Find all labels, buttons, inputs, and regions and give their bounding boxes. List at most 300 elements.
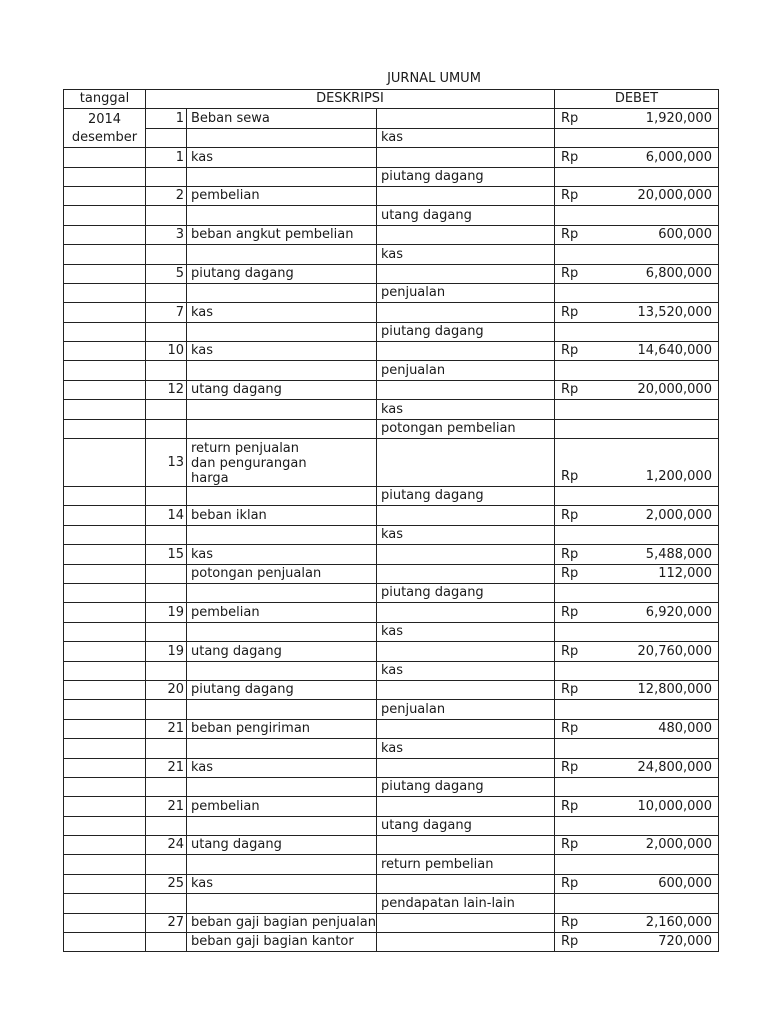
- date-cell: [64, 167, 146, 186]
- day-cell: 19: [146, 642, 187, 661]
- debit-cell: [554, 361, 718, 380]
- debit-amount: 480,000: [658, 721, 712, 737]
- date-cell: [64, 342, 146, 361]
- day-cell: 13: [146, 439, 187, 487]
- credit-account-cell: piutang dagang: [376, 167, 554, 186]
- date-cell: [64, 419, 146, 438]
- credit-account-cell: piutang dagang: [376, 487, 554, 506]
- debit-cell: [554, 739, 718, 758]
- date-cell: [64, 661, 146, 680]
- debit-amount: 20,760,000: [637, 643, 712, 659]
- account-cell: [187, 380, 377, 399]
- account-label: beban gaji bagian kantor: [191, 934, 354, 950]
- account-cell: [187, 245, 377, 264]
- debit-cell: [554, 622, 718, 641]
- currency-label: Rp: [560, 304, 579, 320]
- debit-cell: [554, 719, 718, 738]
- day-cell: 10: [146, 342, 187, 361]
- account-cell: [187, 506, 377, 525]
- date-cell: [64, 186, 146, 205]
- journal-row: [64, 545, 719, 564]
- date-cell: [64, 506, 146, 525]
- credit-account-cell: penjualan: [376, 361, 554, 380]
- currency-label: Rp: [560, 643, 579, 659]
- date-cell: [64, 700, 146, 719]
- debit-cell: [554, 836, 718, 855]
- credit-account-cell: [376, 380, 554, 399]
- day-cell: [146, 622, 187, 641]
- day-cell: 21: [146, 758, 187, 777]
- day-cell: [146, 245, 187, 264]
- journal-row: [64, 400, 719, 419]
- account-label: beban gaji bagian penjualan: [191, 915, 376, 931]
- currency-label: Rp: [560, 382, 579, 398]
- debit-amount: 12,800,000: [637, 682, 712, 698]
- account-cell: [187, 622, 377, 641]
- day-cell: 19: [146, 603, 187, 622]
- day-cell: [146, 933, 187, 952]
- day-cell: [146, 361, 187, 380]
- debit-cell: [554, 264, 718, 283]
- account-cell: [187, 439, 377, 487]
- currency-label: Rp: [560, 876, 579, 892]
- currency-label: Rp: [560, 227, 579, 243]
- debit-cell: [554, 342, 718, 361]
- day-cell: [146, 322, 187, 341]
- account-cell: [187, 487, 377, 506]
- debit-amount: 720,000: [658, 934, 712, 950]
- date-cell: [64, 361, 146, 380]
- date-cell: [64, 874, 146, 893]
- journal-row: [64, 380, 719, 399]
- day-cell: 25: [146, 874, 187, 893]
- date-cell: [64, 583, 146, 602]
- date-cell: [64, 836, 146, 855]
- journal-row: [64, 719, 719, 738]
- date-cell: [64, 913, 146, 932]
- date-cell: [64, 322, 146, 341]
- currency-label: Rp: [560, 682, 579, 698]
- date-cell: [64, 739, 146, 758]
- account-label: piutang dagang: [191, 265, 294, 281]
- account-cell: [187, 894, 377, 913]
- credit-account-cell: [376, 342, 554, 361]
- credit-account-cell: penjualan: [376, 283, 554, 302]
- debit-cell: [554, 206, 718, 225]
- account-label: return penjualan dan pengurangan harga: [191, 441, 307, 487]
- debit-amount: 6,920,000: [645, 604, 712, 620]
- journal-row: [64, 419, 719, 438]
- journal-row: [64, 439, 719, 487]
- credit-account-cell: [376, 797, 554, 816]
- debit-cell: [554, 816, 718, 835]
- date-cell: [64, 642, 146, 661]
- header-description: DESKRIPSI: [146, 90, 555, 109]
- day-cell: [146, 894, 187, 913]
- account-cell: [187, 148, 377, 167]
- credit-account-cell: [376, 719, 554, 738]
- journal-row: [64, 167, 719, 186]
- account-cell: [187, 583, 377, 602]
- credit-account-cell: return pembelian: [376, 855, 554, 874]
- journal-row: [64, 855, 719, 874]
- account-label: pembelian: [191, 798, 260, 814]
- day-cell: 7: [146, 303, 187, 322]
- date-cell: [64, 894, 146, 913]
- day-cell: 15: [146, 545, 187, 564]
- currency-label: Rp: [560, 507, 579, 523]
- account-cell: [187, 128, 377, 147]
- account-label: beban angkut pembelian: [191, 227, 354, 243]
- account-label: potongan penjualan: [191, 565, 322, 581]
- day-cell: 21: [146, 719, 187, 738]
- date-cell: [64, 622, 146, 641]
- credit-account-cell: piutang dagang: [376, 322, 554, 341]
- account-label: kas: [191, 343, 214, 359]
- journal-row: [64, 836, 719, 855]
- debit-cell: [554, 564, 718, 583]
- currency-label: Rp: [560, 837, 579, 853]
- credit-account-cell: [376, 913, 554, 932]
- journal-table: [63, 89, 719, 952]
- date-cell: [64, 283, 146, 302]
- debit-cell: [554, 525, 718, 544]
- debit-amount: 20,000,000: [637, 382, 712, 398]
- account-label: kas: [191, 149, 214, 165]
- debit-cell: [554, 758, 718, 777]
- account-cell: [187, 361, 377, 380]
- day-cell: 27: [146, 913, 187, 932]
- debit-amount: 1,920,000: [645, 110, 712, 126]
- account-cell: [187, 225, 377, 244]
- currency-label: Rp: [560, 759, 579, 775]
- account-cell: [187, 167, 377, 186]
- credit-account-cell: [376, 564, 554, 583]
- date-cell: [64, 855, 146, 874]
- day-cell: [146, 855, 187, 874]
- debit-cell: [554, 128, 718, 147]
- currency-label: Rp: [560, 798, 579, 814]
- journal-row: [64, 661, 719, 680]
- account-cell: [187, 283, 377, 302]
- date-year: 2014: [87, 112, 122, 128]
- journal-row: [64, 642, 719, 661]
- day-cell: [146, 128, 187, 147]
- day-cell: 2: [146, 186, 187, 205]
- account-cell: [187, 564, 377, 583]
- date-cell: [64, 758, 146, 777]
- day-cell: 24: [146, 836, 187, 855]
- debit-amount: 2,160,000: [645, 915, 712, 931]
- credit-account-cell: [376, 933, 554, 952]
- day-cell: 1: [146, 148, 187, 167]
- credit-account-cell: [376, 506, 554, 525]
- currency-label: Rp: [560, 343, 579, 359]
- day-cell: [146, 700, 187, 719]
- credit-account-cell: [376, 836, 554, 855]
- journal-row: [64, 361, 719, 380]
- currency-label: Rp: [560, 469, 579, 485]
- account-cell: [187, 719, 377, 738]
- account-label: utang dagang: [191, 643, 282, 659]
- day-cell: [146, 661, 187, 680]
- debit-cell: [554, 506, 718, 525]
- date-cell: [64, 816, 146, 835]
- debit-cell: [554, 439, 718, 487]
- header-date: tanggal: [64, 90, 146, 109]
- currency-label: Rp: [560, 188, 579, 204]
- account-cell: [187, 855, 377, 874]
- debit-cell: [554, 777, 718, 796]
- credit-account-cell: [376, 264, 554, 283]
- journal-row: [64, 225, 719, 244]
- account-label: beban pengiriman: [191, 721, 311, 737]
- debit-cell: [554, 642, 718, 661]
- credit-account-cell: [376, 186, 554, 205]
- day-cell: [146, 400, 187, 419]
- journal-row: [64, 700, 719, 719]
- account-label: piutang dagang: [191, 682, 294, 698]
- journal-title: JURNAL UMUM: [387, 71, 481, 86]
- journal-row: [64, 894, 719, 913]
- account-cell: [187, 264, 377, 283]
- journal-row: [64, 913, 719, 932]
- journal-row: [64, 342, 719, 361]
- credit-account-cell: [376, 642, 554, 661]
- debit-amount: 1,200,000: [645, 469, 712, 485]
- account-cell: [187, 322, 377, 341]
- account-cell: [187, 836, 377, 855]
- date-cell: [64, 777, 146, 796]
- date-month: desember: [71, 130, 138, 146]
- debit-cell: [554, 186, 718, 205]
- debit-cell: [554, 109, 718, 128]
- journal-row: [64, 264, 719, 283]
- currency-label: Rp: [560, 149, 579, 165]
- day-cell: 3: [146, 225, 187, 244]
- debit-amount: 2,000,000: [645, 507, 712, 523]
- account-cell: [187, 933, 377, 952]
- credit-account-cell: utang dagang: [376, 206, 554, 225]
- journal-row: [64, 206, 719, 225]
- date-cell: [64, 303, 146, 322]
- day-cell: [146, 487, 187, 506]
- credit-account-cell: penjualan: [376, 700, 554, 719]
- day-cell: [146, 206, 187, 225]
- day-cell: [146, 525, 187, 544]
- date-cell: [64, 264, 146, 283]
- account-label: kas: [191, 304, 214, 320]
- account-label: beban iklan: [191, 507, 267, 523]
- day-cell: 12: [146, 380, 187, 399]
- debit-cell: [554, 167, 718, 186]
- currency-label: Rp: [560, 110, 579, 126]
- journal-row: [64, 525, 719, 544]
- journal-row: [64, 816, 719, 835]
- credit-account-cell: [376, 874, 554, 893]
- day-cell: 14: [146, 506, 187, 525]
- date-cell: [64, 797, 146, 816]
- debit-cell: [554, 855, 718, 874]
- credit-account-cell: [376, 545, 554, 564]
- debit-cell: [554, 419, 718, 438]
- journal-row: [64, 874, 719, 893]
- credit-account-cell: [376, 225, 554, 244]
- debit-cell: [554, 894, 718, 913]
- credit-account-cell: utang dagang: [376, 816, 554, 835]
- debit-amount: 600,000: [658, 876, 712, 892]
- account-cell: [187, 109, 377, 128]
- journal-row: [64, 109, 719, 128]
- date-cell: [64, 525, 146, 544]
- account-cell: [187, 642, 377, 661]
- journal-row: [64, 680, 719, 699]
- debit-amount: 600,000: [658, 227, 712, 243]
- journal-row: [64, 622, 719, 641]
- journal-row: [64, 283, 719, 302]
- credit-account-cell: piutang dagang: [376, 583, 554, 602]
- debit-cell: [554, 933, 718, 952]
- header-debit: DEBET: [554, 90, 718, 109]
- date-cell: [64, 719, 146, 738]
- date-cell: [64, 680, 146, 699]
- account-label: pembelian: [191, 604, 260, 620]
- credit-account-cell: [376, 303, 554, 322]
- day-cell: [146, 167, 187, 186]
- date-cell: [64, 245, 146, 264]
- debit-amount: 2,000,000: [645, 837, 712, 853]
- credit-account-cell: [376, 439, 554, 487]
- account-label: pembelian: [191, 188, 260, 204]
- credit-account-cell: kas: [376, 245, 554, 264]
- date-cell: [64, 564, 146, 583]
- debit-cell: [554, 380, 718, 399]
- account-cell: [187, 603, 377, 622]
- debit-amount: 5,488,000: [645, 546, 712, 562]
- account-cell: [187, 206, 377, 225]
- currency-label: Rp: [560, 915, 579, 931]
- debit-amount: 112,000: [658, 565, 712, 581]
- date-block: [64, 109, 146, 148]
- journal-row: [64, 583, 719, 602]
- journal-row: [64, 487, 719, 506]
- day-cell: 20: [146, 680, 187, 699]
- credit-account-cell: [376, 680, 554, 699]
- debit-amount: 14,640,000: [637, 343, 712, 359]
- debit-cell: [554, 661, 718, 680]
- credit-account-cell: kas: [376, 400, 554, 419]
- debit-cell: [554, 283, 718, 302]
- credit-account-cell: kas: [376, 128, 554, 147]
- debit-cell: [554, 400, 718, 419]
- date-cell: [64, 933, 146, 952]
- date-cell: [64, 487, 146, 506]
- day-cell: 21: [146, 797, 187, 816]
- debit-cell: [554, 487, 718, 506]
- credit-account-cell: kas: [376, 525, 554, 544]
- debit-amount: 20,000,000: [637, 188, 712, 204]
- account-cell: [187, 874, 377, 893]
- account-label: utang dagang: [191, 382, 282, 398]
- debit-cell: [554, 225, 718, 244]
- day-cell: 1: [146, 109, 187, 128]
- account-cell: [187, 700, 377, 719]
- account-label: utang dagang: [191, 837, 282, 853]
- credit-account-cell: [376, 603, 554, 622]
- debit-cell: [554, 303, 718, 322]
- date-cell: [64, 225, 146, 244]
- account-cell: [187, 816, 377, 835]
- date-cell: [64, 603, 146, 622]
- debit-cell: [554, 913, 718, 932]
- debit-cell: [554, 545, 718, 564]
- account-cell: [187, 797, 377, 816]
- account-cell: [187, 913, 377, 932]
- account-cell: [187, 342, 377, 361]
- date-cell: [64, 206, 146, 225]
- journal-row: [64, 506, 719, 525]
- journal-row: [64, 739, 719, 758]
- currency-label: Rp: [560, 546, 579, 562]
- credit-account-cell: [376, 758, 554, 777]
- date-cell: [64, 545, 146, 564]
- day-cell: 5: [146, 264, 187, 283]
- journal-row: [64, 148, 719, 167]
- account-label: kas: [191, 759, 214, 775]
- journal-row: [64, 758, 719, 777]
- currency-label: Rp: [560, 721, 579, 737]
- journal-row: [64, 797, 719, 816]
- account-cell: [187, 758, 377, 777]
- credit-account-cell: kas: [376, 661, 554, 680]
- date-cell: [64, 380, 146, 399]
- debit-amount: 10,000,000: [637, 798, 712, 814]
- account-label: Beban sewa: [191, 110, 270, 126]
- account-cell: [187, 419, 377, 438]
- journal-row: [64, 186, 719, 205]
- currency-label: Rp: [560, 604, 579, 620]
- journal-row: [64, 245, 719, 264]
- debit-amount: 24,800,000: [637, 759, 712, 775]
- date-cell: [64, 400, 146, 419]
- credit-account-cell: kas: [376, 622, 554, 641]
- date-cell: [64, 439, 146, 487]
- debit-cell: [554, 603, 718, 622]
- currency-label: Rp: [560, 934, 579, 950]
- account-cell: [187, 739, 377, 758]
- debit-cell: [554, 700, 718, 719]
- day-cell: [146, 419, 187, 438]
- journal-row: [64, 303, 719, 322]
- day-cell: [146, 816, 187, 835]
- debit-amount: 13,520,000: [637, 304, 712, 320]
- journal-row: [64, 564, 719, 583]
- currency-label: Rp: [560, 565, 579, 581]
- date-cell: [64, 148, 146, 167]
- debit-cell: [554, 680, 718, 699]
- day-cell: [146, 283, 187, 302]
- account-cell: [187, 525, 377, 544]
- account-cell: [187, 303, 377, 322]
- journal-row: [64, 603, 719, 622]
- account-cell: [187, 777, 377, 796]
- journal-row: [64, 128, 719, 147]
- account-label: kas: [191, 546, 214, 562]
- credit-account-cell: [376, 148, 554, 167]
- debit-cell: [554, 245, 718, 264]
- account-cell: [187, 186, 377, 205]
- day-cell: [146, 583, 187, 602]
